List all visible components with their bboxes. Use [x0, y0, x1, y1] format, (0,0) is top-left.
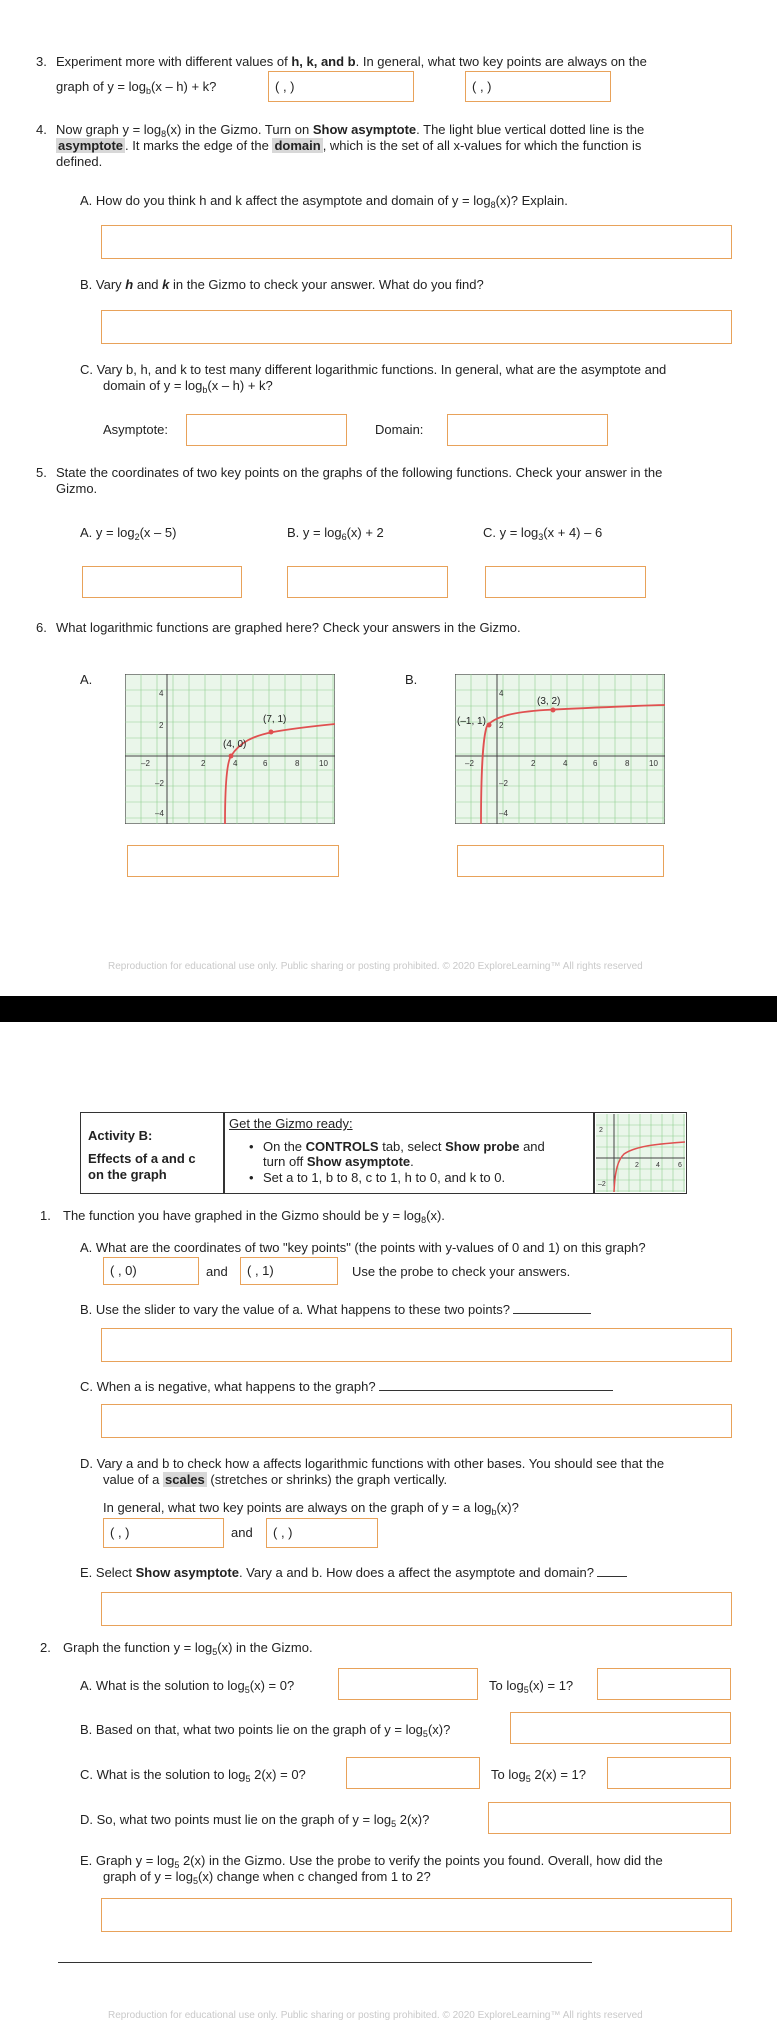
- graph-a-y-tick-neg4: –4: [155, 809, 164, 818]
- graph-a-x-tick-8: 8: [295, 759, 300, 768]
- mini-graph-y-tick-2: 2: [599, 1127, 603, 1134]
- b-q1d-line1: D. Vary a and b to check how a affects logarithmic functions with other bases. You should see that the: [80, 1456, 665, 1471]
- q3-line2: graph of $y = \log_b(x - h) + k$?: [56, 79, 217, 96]
- q6-line: What logarithmic functions are graphed here? Check your answers in the Gizmo.: [56, 620, 521, 635]
- q3-point1-text: ( , ): [275, 79, 295, 94]
- b-q2e-line2: graph of $y = \log_5(x)$ change when c changed from 1 to 2?: [103, 1869, 431, 1886]
- q4-number: 4.: [36, 122, 47, 137]
- b-q2a-answer-box-1[interactable]: [338, 1668, 478, 1700]
- b-q2c-answer-box-1[interactable]: [346, 1757, 480, 1789]
- q4-line1: Now graph $y = \log_8(x)$ in the Gizmo. Turn on Show asymptote. The light blue vertical dotted line is the: [56, 122, 645, 139]
- mini-graph-x-tick-2: 2: [635, 1162, 639, 1169]
- b-q2d-question: D. So, what two points must lie on the graph of $y = \log_5 2(x)$?: [80, 1812, 430, 1829]
- graph-a: [125, 674, 335, 824]
- activity-b-header-table: [80, 1112, 687, 1194]
- b-q2c-answer-box-2[interactable]: [607, 1757, 731, 1789]
- graph-b-x-tick-neg2: –2: [465, 759, 474, 768]
- b-q2-line: Graph the function $y = \log_5(x)$ in the Gizmo.: [63, 1640, 313, 1657]
- b-q1a-point2-text: ( , 1): [247, 1263, 274, 1278]
- mini-graph-x-tick-4: 4: [656, 1162, 660, 1169]
- graph-b-point1-label: (–1, 1): [457, 716, 486, 727]
- graph-a-y-tick-neg2: –2: [155, 779, 164, 788]
- b-q1d-point2-text: ( , ): [273, 1525, 293, 1540]
- graph-b-point-2: [551, 708, 556, 713]
- b-q1a-point1-text: ( , 0): [110, 1263, 137, 1278]
- b-q2-number: 2.: [40, 1640, 51, 1655]
- graph-a-x-tick-10: 10: [319, 759, 328, 768]
- graph-b-x-tick-6: 6: [593, 759, 598, 768]
- b-q1a-answer-point2[interactable]: [240, 1257, 338, 1285]
- q6b-answer-box[interactable]: [457, 845, 664, 877]
- graph-a-point1-label: (4, 0): [223, 739, 247, 750]
- activity-b-subtitle-1: Effects of a and c: [88, 1151, 196, 1166]
- b-q1d-answer-point2[interactable]: [266, 1518, 378, 1548]
- b-q1d-line2: value of a scales (stretches or shrinks) the graph vertically.: [103, 1472, 448, 1487]
- q4b-question: B. Vary h and k in the Gizmo to check your answer. What do you find?: [80, 277, 484, 292]
- q6a-label: A.: [80, 672, 93, 687]
- gizmo-ready-bullet-1: • On the CONTROLS tab, select Show probe and: [249, 1139, 545, 1154]
- graph-a-x-tick-neg2: –2: [141, 759, 150, 768]
- b-q2c-to-label: To $\log_5 2(x) = 1$?: [491, 1767, 586, 1784]
- q4a-answer-box[interactable]: [101, 225, 732, 259]
- q5c-function: C. $y = \log_3(x + 4) - 6$: [483, 525, 603, 542]
- asymptote-answer-box[interactable]: [186, 414, 347, 446]
- graph-b-y-tick-neg4: –4: [499, 809, 508, 818]
- q4-line2: asymptote . It marks the edge of the domain , which is the set of all x-values for which the function is: [58, 138, 642, 153]
- b-q1c-question: C. When a is negative, what happens to the graph?: [80, 1379, 613, 1395]
- q5-line2: Gizmo.: [56, 481, 98, 496]
- graph-a-point-2: [269, 730, 274, 735]
- page2-footer: Reproduction for educational use only. Public sharing or posting prohibited. © 2020 ExploreLearning™ All rights reserved: [108, 2010, 643, 2021]
- graph-a-x-tick-4: 4: [233, 759, 238, 768]
- page1-footer: Reproduction for educational use only. Public sharing or posting prohibited. © 2020 ExploreLearning™ All rights reserved: [108, 961, 643, 972]
- b-q2b-answer-box[interactable]: [510, 1712, 731, 1744]
- b-q1-number: 1.: [40, 1208, 51, 1223]
- graph-b-x-tick-4: 4: [563, 759, 568, 768]
- b-q1-line: The function you have graphed in the Gizmo should be $y = \log_8(x)$.: [63, 1208, 445, 1225]
- graph-b-y-tick-neg2: –2: [499, 779, 508, 788]
- b-q1d-point1-text: ( , ): [110, 1525, 130, 1540]
- domain-label: Domain:: [375, 422, 424, 437]
- q3-answer-point2[interactable]: [465, 71, 611, 102]
- bottom-rule: [58, 1962, 592, 1963]
- graph-b-x-tick-8: 8: [625, 759, 630, 768]
- mini-graph-x-tick-6: 6: [678, 1162, 682, 1169]
- graph-b-x-tick-2: 2: [531, 759, 536, 768]
- q5b-answer-box[interactable]: [287, 566, 448, 598]
- graph-b-point-1: [487, 723, 492, 728]
- b-q2a-to-label: To $\log_5(x) = 1$?: [489, 1678, 574, 1695]
- graph-a-y-tick-2: 2: [159, 721, 164, 730]
- b-q1d-general: In general, what two key points are always on the graph of y = a $\log_b(x)$?: [103, 1500, 519, 1517]
- activity-b-subtitle-2: on the graph: [88, 1167, 167, 1182]
- q3-line1: Experiment more with different values of h, k, and b. In general, what two key points are always on the: [56, 54, 647, 69]
- b-q1c-answer-box[interactable]: [101, 1404, 732, 1438]
- q6a-answer-box[interactable]: [127, 845, 339, 877]
- b-q2c-question: C. What is the solution to $\log_5 2(x) = 0$?: [80, 1767, 306, 1784]
- q3-number: 3.: [36, 54, 47, 69]
- q4c-line1: C. Vary b, h, and k to test many different logarithmic functions. In general, what are the asymptote and: [80, 362, 667, 377]
- activity-b-mini-graph: [596, 1114, 685, 1192]
- graph-b: [455, 674, 665, 824]
- q4a-question: A. How do you think h and k affect the asymptote and domain of $y = \log_8(x)$? Explain.: [80, 193, 568, 210]
- mini-graph-bg: [596, 1114, 685, 1192]
- b-q1e-answer-box[interactable]: [101, 1592, 732, 1626]
- q5a-function: A. $y = \log_2(x - 5)$: [80, 525, 177, 542]
- b-q2e-answer-box[interactable]: [101, 1898, 732, 1932]
- b-q1a-answer-point1[interactable]: [103, 1257, 199, 1285]
- q4b-answer-box[interactable]: [101, 310, 732, 344]
- q3-answer-point1[interactable]: [268, 71, 414, 102]
- gizmo-ready-title: Get the Gizmo ready:: [229, 1116, 353, 1131]
- activity-b-title: Activity B:: [88, 1128, 153, 1143]
- mini-graph-y-tick-neg2: –2: [598, 1181, 606, 1188]
- graph-a-point2-label: (7, 1): [263, 714, 287, 725]
- asymptote-label: Asymptote:: [103, 422, 169, 437]
- q5c-answer-box[interactable]: [485, 566, 646, 598]
- q6b-label: B.: [405, 672, 418, 687]
- gizmo-ready-bullet-2: • Set a to 1, b to 8, c to 1, h to 0, and k to 0.: [249, 1170, 506, 1185]
- graph-b-y-tick-4: 4: [499, 689, 504, 698]
- gizmo-ready-bullet-1-cont: turn off Show asymptote.: [263, 1154, 414, 1169]
- q5-line1: State the coordinates of two key points on the graphs of the following functions. Check your answer in the: [56, 465, 663, 480]
- b-q1e-question: E. Select Show asymptote. Vary a and b. How does a affect the asymptote and domain?: [80, 1565, 627, 1581]
- b-q1d-and: and: [231, 1525, 253, 1540]
- b-q1b-question: B. Use the slider to vary the value of a. What happens to these two points?: [80, 1302, 591, 1318]
- q4c-line2: domain of $y = \log_b(x - h) + k$?: [103, 378, 273, 395]
- b-q2d-answer-box[interactable]: [488, 1802, 731, 1834]
- graph-b-y-tick-2: 2: [499, 721, 504, 730]
- q5b-function: B. $y = \log_6(x) + 2$: [287, 525, 384, 542]
- b-q1a-question: A. What are the coordinates of two "key points" (the points with y-values of 0 and 1) on this graph?: [80, 1240, 646, 1255]
- graph-b-point2-label: (3, 2): [537, 696, 561, 707]
- q5a-answer-box[interactable]: [82, 566, 242, 598]
- b-q1a-and: and: [206, 1264, 228, 1279]
- q5-number: 5.: [36, 465, 47, 480]
- b-q2b-question: B. Based on that, what two points lie on the graph of $y = \log_5(x)$?: [80, 1722, 451, 1739]
- page-break-bar: [0, 996, 777, 1022]
- q6-number: 6.: [36, 620, 47, 635]
- b-q1d-answer-point1[interactable]: [103, 1518, 224, 1548]
- b-q2e-line1: E. Graph $y = \log_5 2(x)$ in the Gizmo. Use the probe to verify the points you found. Overall, how did the: [80, 1853, 663, 1870]
- q3-point2-text: ( , ): [472, 79, 492, 94]
- graph-a-point-1: [229, 754, 234, 759]
- graph-a-x-tick-6: 6: [263, 759, 268, 768]
- q4-line3: defined.: [56, 154, 103, 169]
- graph-b-x-tick-10: 10: [649, 759, 658, 768]
- b-q1a-check-note: Use the probe to check your answers.: [352, 1264, 571, 1279]
- b-q2a-question: A. What is the solution to $\log_5(x) = 0$?: [80, 1678, 295, 1695]
- b-q2a-answer-box-2[interactable]: [597, 1668, 731, 1700]
- b-q1b-answer-box[interactable]: [101, 1328, 732, 1362]
- domain-answer-box[interactable]: [447, 414, 608, 446]
- graph-a-x-tick-2: 2: [201, 759, 206, 768]
- graph-a-y-tick-4: 4: [159, 689, 164, 698]
